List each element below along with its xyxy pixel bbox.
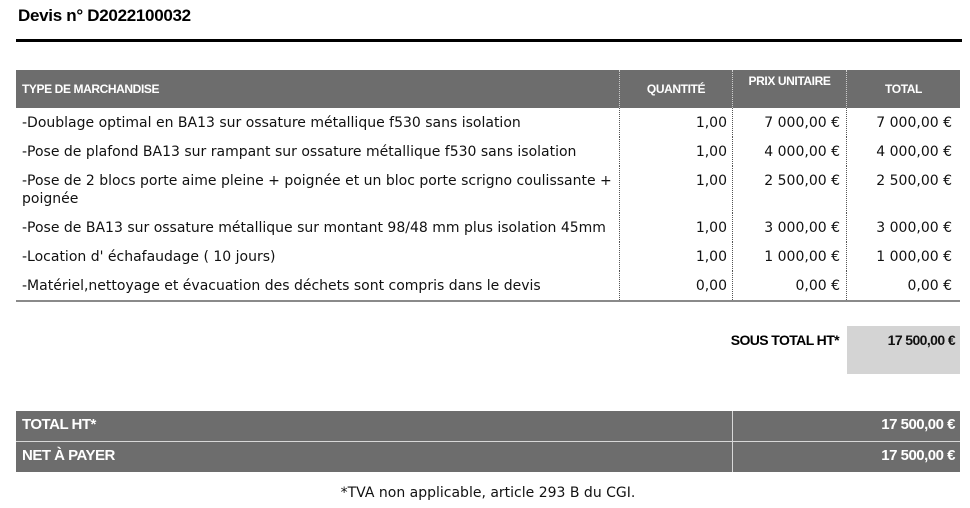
table-body — [16, 108, 960, 302]
row-unit-price: 4 000,00 € — [733, 137, 847, 166]
header-description: TYPE DE MARCHANDISE — [16, 70, 620, 108]
total-ht-row — [16, 411, 960, 441]
table-row — [16, 137, 960, 166]
net-to-pay-label: NET À PAYER — [16, 442, 733, 472]
row-description: -Pose de 2 blocs porte aime pleine + poignée et un bloc porte scrigno coulissante + poignée — [16, 166, 620, 213]
row-quantity: 1,00 — [620, 213, 733, 242]
subtotal-block — [16, 326, 960, 374]
title-divider — [16, 39, 962, 42]
vat-footnote: *TVA non applicable, article 293 B du CGI. — [340, 485, 636, 501]
row-unit-price: 3 000,00 € — [733, 213, 847, 242]
net-to-pay-value: 17 500,00 € — [881, 447, 955, 464]
row-unit-price: 0,00 € — [733, 271, 847, 300]
row-total: 7 000,00 € — [876, 115, 952, 131]
row-description: -Pose de BA13 sur ossature métallique sur montant 98/48 mm plus isolation 45mm — [16, 213, 620, 242]
quote-title: Devis n° D2022100032 — [18, 6, 191, 25]
table-row — [16, 108, 960, 137]
total-ht-label: TOTAL HT* — [16, 411, 733, 441]
row-quantity: 1,00 — [620, 108, 733, 137]
row-description: -Pose de plafond BA13 sur rampant sur ossature métallique f530 sans isolation — [16, 137, 620, 166]
total-ht-value: 17 500,00 € — [881, 416, 955, 433]
row-unit-price: 7 000,00 € — [733, 108, 847, 137]
header-total: TOTAL — [885, 82, 922, 96]
quote-items-table — [16, 70, 960, 302]
row-unit-price: 1 000,00 € — [733, 242, 847, 271]
table-row — [16, 271, 960, 300]
header-quantity: QUANTITÉ — [620, 70, 733, 108]
table-header — [16, 70, 960, 108]
table-row — [16, 242, 960, 271]
row-total: 3 000,00 € — [876, 220, 952, 236]
row-quantity: 1,00 — [620, 137, 733, 166]
subtotal-label: SOUS TOTAL HT* — [730, 332, 839, 348]
subtotal-value: 17 500,00 € — [847, 326, 960, 374]
net-to-pay-row — [16, 441, 960, 472]
row-quantity: 1,00 — [620, 166, 733, 213]
row-description: -Location d' échafaudage ( 10 jours) — [16, 242, 620, 271]
row-total: 2 500,00 € — [876, 173, 952, 189]
table-row — [16, 166, 960, 213]
row-total: 0,00 € — [907, 278, 952, 294]
row-quantity: 0,00 — [620, 271, 733, 300]
row-total: 1 000,00 € — [876, 249, 952, 265]
row-description: -Doublage optimal en BA13 sur ossature métallique f530 sans isolation — [16, 108, 620, 137]
row-description: -Matériel,nettoyage et évacuation des déchets sont compris dans le devis — [16, 271, 620, 300]
row-quantity: 1,00 — [620, 242, 733, 271]
row-total: 4 000,00 € — [876, 144, 952, 160]
header-unit-price: PRIX UNITAIRE — [733, 70, 847, 108]
row-unit-price: 2 500,00 € — [733, 166, 847, 213]
totals-block — [16, 411, 960, 472]
table-row — [16, 213, 960, 242]
